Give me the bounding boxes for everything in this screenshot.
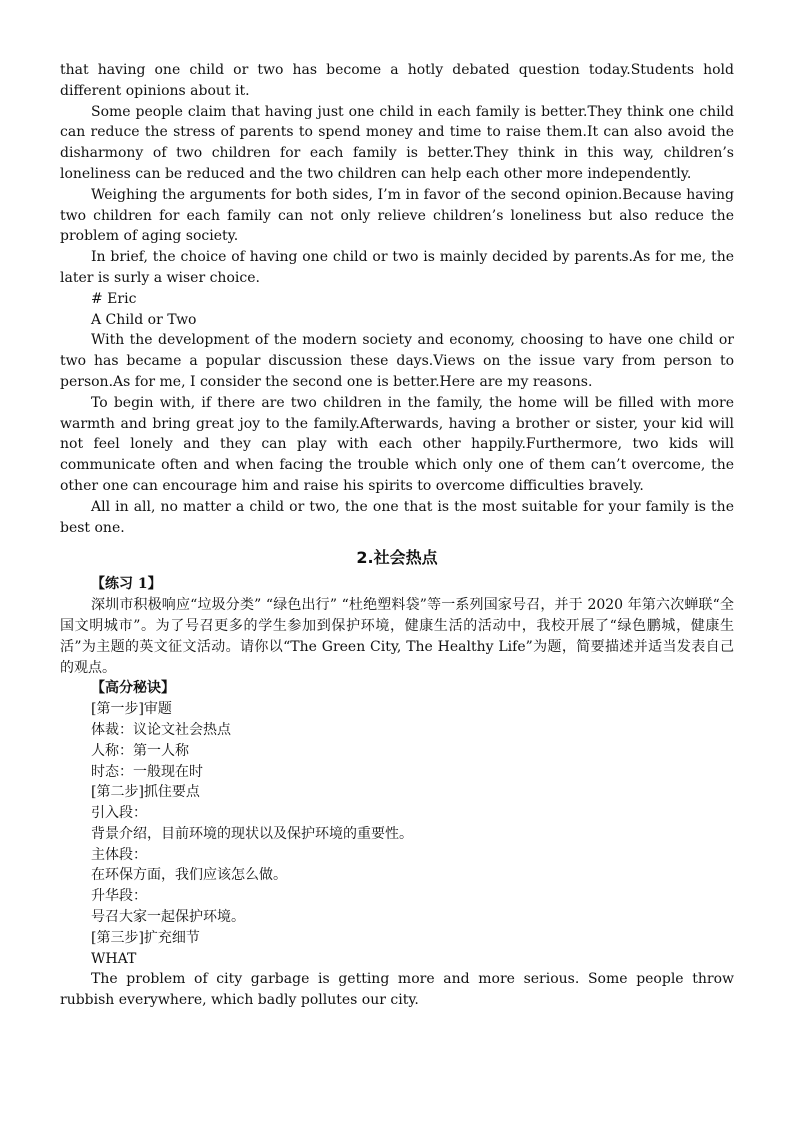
intro-label: 引入段：: [91, 805, 147, 822]
essay1-paragraph-2: Weighing the arguments for both sides, I’m in favor of the second opinion.Because having two children for each family can not only relieve children’s loneliness but also reduce the problem of aging society.: [60, 186, 734, 245]
essay1-paragraph-0: that having one child or two has become a hotly debated question today.Students hold different opinions about it.: [60, 62, 734, 99]
conclusion-label: 升华段：: [91, 888, 147, 905]
essay2-paragraph-3: All in all, no matter a child or two, the one that is the most suitable for your family is the best one.: [60, 498, 734, 536]
step1-label: [第一步]审题: [91, 701, 172, 718]
what-label: WHAT: [91, 950, 137, 967]
practice-text: 深圳市积极响应“垃圾分类” “绿色出行” “杜绝塑料袋”等一系列国家号召，并于 2020 年第六次蝉联“全国文明城市”。为了号召更多的学生参加到保护环境，健康生活的活动中，我校开展了“绿色鹏城，健康生活”为主题的英文征文活动。请你以“The Green City, The Healthy Life”为题，简要描述并适当发表自己的观点。: [60, 597, 734, 676]
step2-label: [第二步]抓住要点: [91, 784, 200, 801]
document-page: [60, 60, 734, 1011]
practice-label: 【练习 1】: [91, 576, 162, 593]
tips-label: 【高分秘诀】: [91, 680, 175, 697]
essay1-paragraph-1: Some people claim that having just one child in each family is better.They think one child can reduce the stress of parents to spend money and time to raise them.It can also avoid the disharmony of two children for each family is better.They think in this way, children’s loneliness can be reduced and the two children can help each other more independently.: [60, 103, 734, 182]
conclusion-text: 号召大家一起保护环境。: [91, 909, 245, 926]
what-text: The problem of city garbage is getting more and more serious. Some people throw rubbish everywhere, which badly pollutes our city.: [60, 971, 734, 1009]
essay2-author: # Eric: [91, 290, 137, 307]
step3-label: [第三步]扩充细节: [91, 929, 200, 946]
section-heading: 2.社会热点: [356, 548, 438, 568]
tense-line: 时态：一般现在时: [91, 763, 203, 780]
essay2-title: A Child or Two: [91, 311, 197, 328]
essay2-paragraph-2: To begin with, if there are two children in the family, the home will be filled with more warmth and bring great joy to the family.Afterwards, having a brother or sister, your kid will not feel lonely and they can play with each other happily.Furthermore, two kids will communicate often and when facing the trouble which only one of them can’t overcome, the other one can encourage him and raise his spirits to overcome difficulties bravely.: [60, 394, 734, 494]
genre-line: 体裁：议论文社会热点: [91, 721, 231, 738]
person-line: 人称：第一人称: [91, 742, 189, 759]
intro-text: 背景介绍，目前环境的现状以及保护环境的重要性。: [91, 825, 413, 842]
body-text: 在环保方面，我们应该怎么做。: [91, 867, 287, 884]
body-label: 主体段：: [91, 846, 147, 863]
essay1-paragraph-3: In brief, the choice of having one child or two is mainly decided by parents.As for me, the later is surly a wiser choice.: [60, 249, 734, 286]
essay2-paragraph-1: With the development of the modern society and economy, choosing to have one child or two has became a popular discussion these days.Views on the issue vary from person to person.As for me, I consider the second one is better.Here are my reasons.: [60, 332, 734, 390]
